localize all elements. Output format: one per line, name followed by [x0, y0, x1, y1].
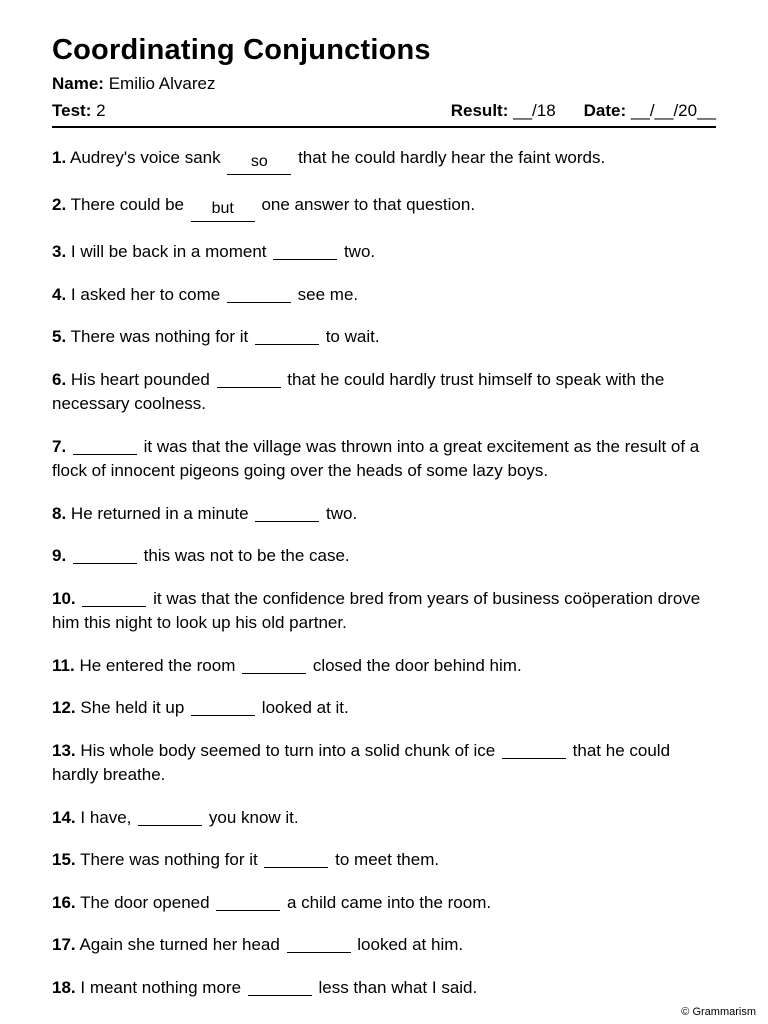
question-text-before: He returned in a minute: [70, 503, 254, 523]
question-text-before: There was nothing for it: [80, 850, 263, 869]
question-text-after: see me.: [292, 284, 359, 304]
question-number: 9.: [52, 546, 67, 565]
question-item: [52, 806, 716, 831]
question-number: 14.: [52, 807, 76, 827]
answer-blank[interactable]: [248, 976, 312, 996]
date-value: __/__/20__: [630, 101, 716, 120]
question-text-after: you know it.: [204, 807, 299, 827]
test-info: [52, 100, 106, 122]
question-item: [52, 654, 716, 679]
question-item: [52, 976, 716, 1001]
answer-blank[interactable]: [217, 368, 281, 388]
test-number: 2: [96, 101, 106, 120]
question-text-before: I asked her to come: [70, 284, 225, 304]
question-number: 5.: [52, 327, 67, 346]
result-value: __/18: [513, 101, 556, 120]
question-item: [52, 587, 716, 636]
answer-blank[interactable]: [138, 806, 202, 826]
answer-blank[interactable]: [73, 435, 137, 455]
name-label: Name:: [52, 74, 104, 93]
question-list: [52, 146, 716, 1000]
student-name: Emilio Alvarez: [108, 74, 216, 93]
question-item: [52, 848, 716, 873]
question-number: 17.: [52, 935, 76, 954]
question-item: [52, 240, 716, 265]
question-text-after: it was that the confidence bred from years of business coöperation drove him this night to look up his old partner.: [52, 588, 701, 632]
question-number: 1.: [52, 148, 67, 167]
name-row: [52, 73, 716, 95]
question-text-before: His whole body seemed to turn into a solid chunk of ice: [80, 740, 500, 760]
answer-blank[interactable]: [227, 283, 291, 303]
question-text-after: looked at it.: [257, 698, 349, 717]
question-item: [52, 325, 716, 350]
question-item: [52, 368, 716, 417]
answer-blank[interactable]: [264, 848, 328, 868]
date-info: [584, 100, 716, 122]
question-text-before: I have,: [80, 807, 137, 827]
question-text-after: that he could hardly hear the faint words.: [293, 148, 606, 167]
question-number: 12.: [52, 698, 76, 717]
question-text-before: I meant nothing more: [80, 977, 246, 997]
answer-blank[interactable]: [287, 933, 351, 953]
answer-blank[interactable]: [242, 654, 306, 674]
page-title: Coordinating Conjunctions: [52, 34, 431, 66]
answer-blank[interactable]: [191, 696, 255, 716]
question-text-before: Audrey's voice sank: [69, 148, 226, 167]
question-text-before: He entered the room: [79, 655, 241, 675]
question-item: [52, 146, 716, 175]
question-text-after: one answer to that question.: [256, 195, 476, 214]
question-item: [52, 283, 716, 308]
answer-blank[interactable]: [273, 240, 337, 260]
answer-blank[interactable]: so: [227, 155, 291, 175]
answer-blank[interactable]: [255, 502, 319, 522]
question-number: 18.: [52, 977, 76, 997]
question-text-after: to wait.: [320, 327, 380, 346]
answer-blank[interactable]: [73, 544, 137, 564]
question-number: 6.: [52, 369, 67, 389]
answer-blank[interactable]: [216, 891, 280, 911]
result-info: [451, 100, 556, 122]
question-text-after: closed the door behind him.: [308, 655, 522, 675]
question-item: [52, 933, 716, 958]
answer-blank[interactable]: [82, 587, 146, 607]
question-number: 10.: [52, 588, 76, 608]
question-text-after: looked at him.: [352, 935, 464, 954]
question-item: [52, 435, 716, 484]
question-number: 15.: [52, 850, 76, 869]
result-label: Result:: [450, 101, 509, 120]
question-text-after: two.: [339, 242, 376, 261]
question-text-after: less than what I said.: [313, 977, 478, 997]
question-number: 2.: [52, 195, 67, 214]
copyright-footer: © Grammarism: [681, 1006, 756, 1018]
question-text-after: a child came into the room.: [282, 892, 492, 912]
question-text-before: There could be: [70, 195, 189, 214]
question-text-before: There was nothing for it: [70, 327, 253, 346]
question-text-before: I will be back in a moment: [70, 242, 272, 261]
question-text-after: to meet them.: [330, 850, 440, 869]
question-text-before: Again she turned her head: [79, 935, 285, 954]
answer-blank[interactable]: but: [191, 202, 255, 222]
test-label: Test:: [52, 101, 92, 120]
date-label: Date:: [583, 101, 627, 120]
question-text-after: that he could hardly trust himself to speak with the necessary coolness.: [52, 369, 665, 413]
question-text-after: two.: [321, 503, 358, 523]
question-item: [52, 891, 716, 916]
answer-blank[interactable]: [255, 325, 319, 345]
worksheet-page: [52, 30, 716, 1018]
question-number: 8.: [52, 503, 67, 523]
question-number: 11.: [52, 655, 75, 675]
test-meta-row: [52, 100, 716, 128]
question-text-before: His heart pounded: [70, 369, 215, 389]
question-item: [52, 502, 716, 527]
question-number: 13.: [52, 740, 76, 760]
question-item: [52, 544, 716, 569]
question-text-before: She held it up: [80, 698, 190, 717]
question-number: 7.: [52, 436, 67, 456]
question-item: [52, 739, 716, 788]
question-text-after: that he could hardly breathe.: [52, 740, 671, 784]
question-text-after: it was that the village was thrown into a great excitement as the result of a flock of innocent pigeons going over the heads of some lazy boys.: [52, 436, 700, 480]
question-text-before: The door opened: [80, 892, 215, 912]
spacer: [556, 100, 584, 122]
result-date-group: [451, 100, 716, 122]
question-item: [52, 193, 716, 222]
answer-blank[interactable]: [502, 739, 566, 759]
question-number: 3.: [52, 242, 67, 261]
question-number: 16.: [52, 892, 76, 912]
question-item: [52, 696, 716, 721]
question-text-after: this was not to be the case.: [138, 546, 350, 565]
question-number: 4.: [52, 284, 67, 304]
